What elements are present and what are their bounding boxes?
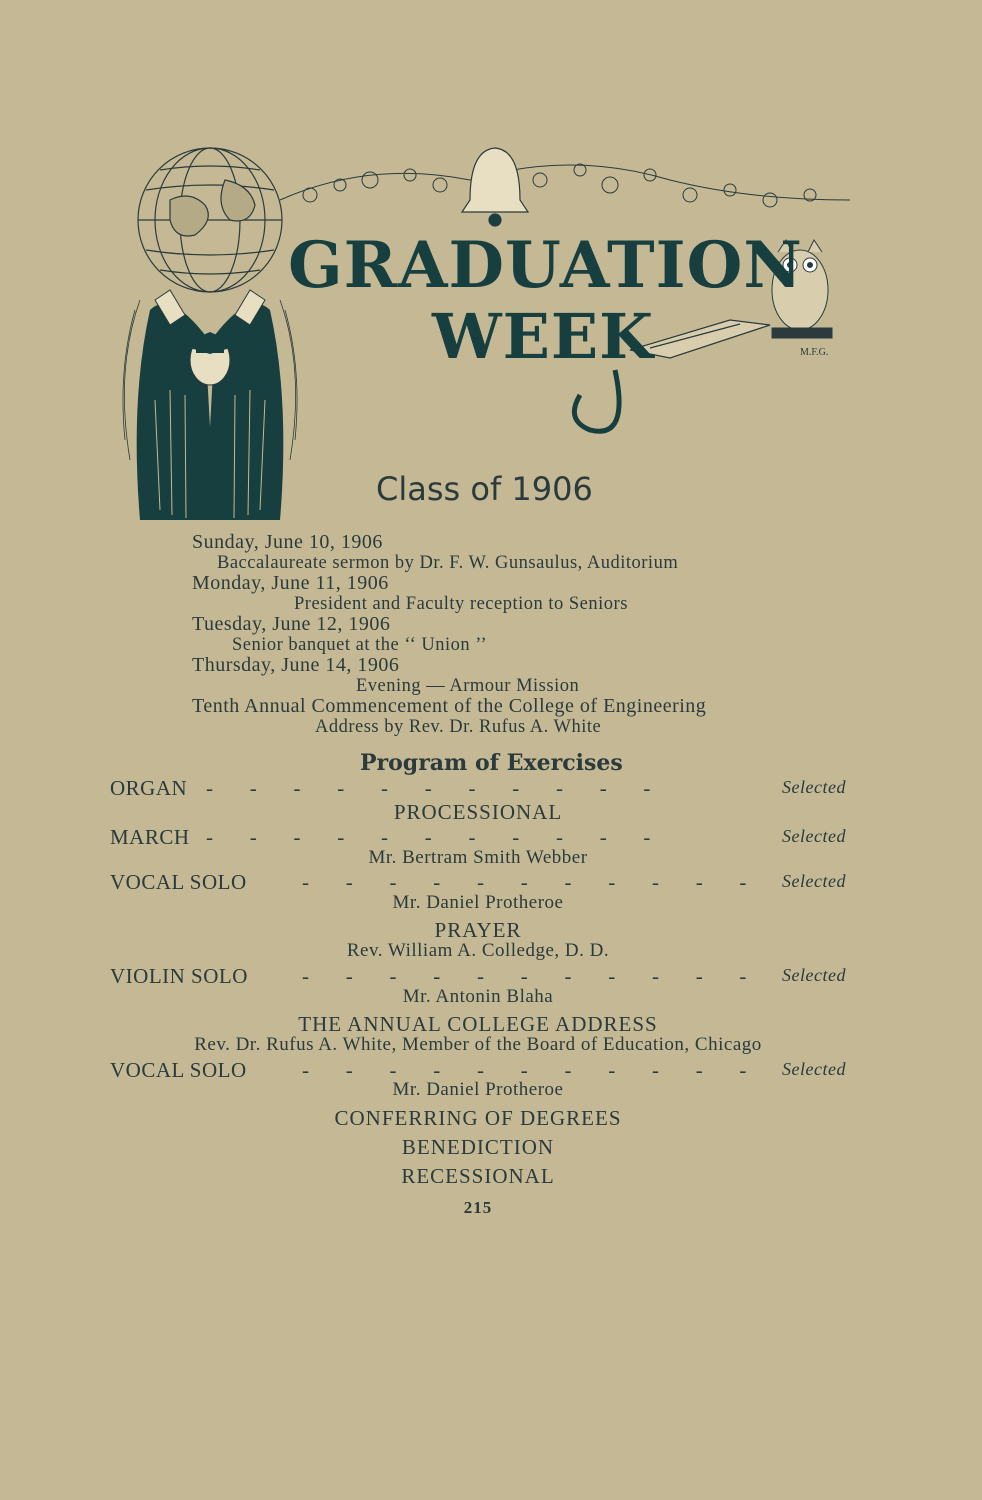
schedule-day: Thursday, June 14, 1906	[192, 654, 400, 676]
program-value: Selected	[782, 965, 846, 985]
flourish-icon	[574, 370, 619, 431]
schedule-day: Sunday, June 10, 1906	[192, 531, 383, 553]
schedule-day: Tuesday, June 12, 1906	[192, 613, 391, 635]
vocal-performer: Mr. Daniel Protheroe	[392, 892, 564, 913]
bell-icon	[462, 148, 528, 226]
program-value: Selected	[782, 826, 846, 846]
program-value: Selected	[782, 777, 846, 797]
commencement-address: Address by Rev. Dr. Rufus A. White	[315, 717, 602, 737]
title-week: WEEK	[432, 300, 655, 373]
dash-leader: - - - - - - - - - - -	[302, 1058, 747, 1082]
violin-performer: Mr. Antonin Blaha	[402, 986, 554, 1007]
program-value: Selected	[782, 1059, 846, 1079]
conferring-degrees: CONFERRING OF DEGREES	[334, 1106, 622, 1130]
program-label: VOCAL SOLO	[110, 870, 247, 894]
march-performer: Mr. Bertram Smith Webber	[368, 847, 588, 868]
page-number: 215	[463, 1198, 493, 1217]
college-address: THE ANNUAL COLLEGE ADDRESS	[298, 1012, 658, 1036]
schedule-event: Baccalaureate sermon by Dr. F. W. Gunsaulus, Auditorium	[217, 553, 679, 573]
college-address-by: Rev. Dr. Rufus A. White, Member of the Board of Education, Chicago	[194, 1034, 762, 1055]
commencement-title: Tenth Annual Commencement of the College of Engineering	[192, 695, 707, 717]
dash-leader: - - - - - - - - - - -	[302, 964, 747, 988]
prayer: PRAYER	[434, 918, 522, 942]
vocal-performer: Mr. Daniel Protheroe	[392, 1079, 564, 1100]
dash-leader: - - - - - - - - - - -	[302, 870, 747, 894]
program-label: VIOLIN SOLO	[110, 964, 248, 988]
class-subtitle: Class of 1906	[376, 470, 593, 508]
title-graduation: GRADUATION	[288, 228, 803, 303]
program-label: VOCAL SOLO	[110, 1058, 247, 1082]
program-heading: Program of Exercises	[360, 750, 623, 776]
benediction: BENEDICTION	[401, 1135, 555, 1159]
dash-leader: - - - - - - - - - - -	[206, 776, 651, 800]
globe-icon	[138, 148, 282, 292]
prayer-by: Rev. William A. Colledge, D. D.	[346, 940, 610, 961]
graduate-figure-icon	[123, 290, 297, 520]
artist-monogram: M.F.G.	[800, 347, 829, 358]
schedule-event: Senior banquet at the ‘‘ Union ’’	[232, 635, 488, 655]
program-row-organ	[110, 776, 850, 802]
schedule-event: Evening — Armour Mission	[356, 676, 580, 696]
processional: PROCESSIONAL	[393, 800, 563, 824]
program-value: Selected	[782, 871, 846, 891]
program-label: MARCH	[110, 825, 190, 849]
schedule-event: President and Faculty reception to Seniors	[294, 594, 628, 614]
schedule-day: Monday, June 11, 1906	[192, 572, 389, 594]
floral-garland-icon	[280, 164, 850, 207]
dash-leader: - - - - - - - - - - -	[206, 825, 651, 849]
recessional: RECESSIONAL	[401, 1164, 555, 1188]
program-label: ORGAN	[110, 776, 188, 800]
